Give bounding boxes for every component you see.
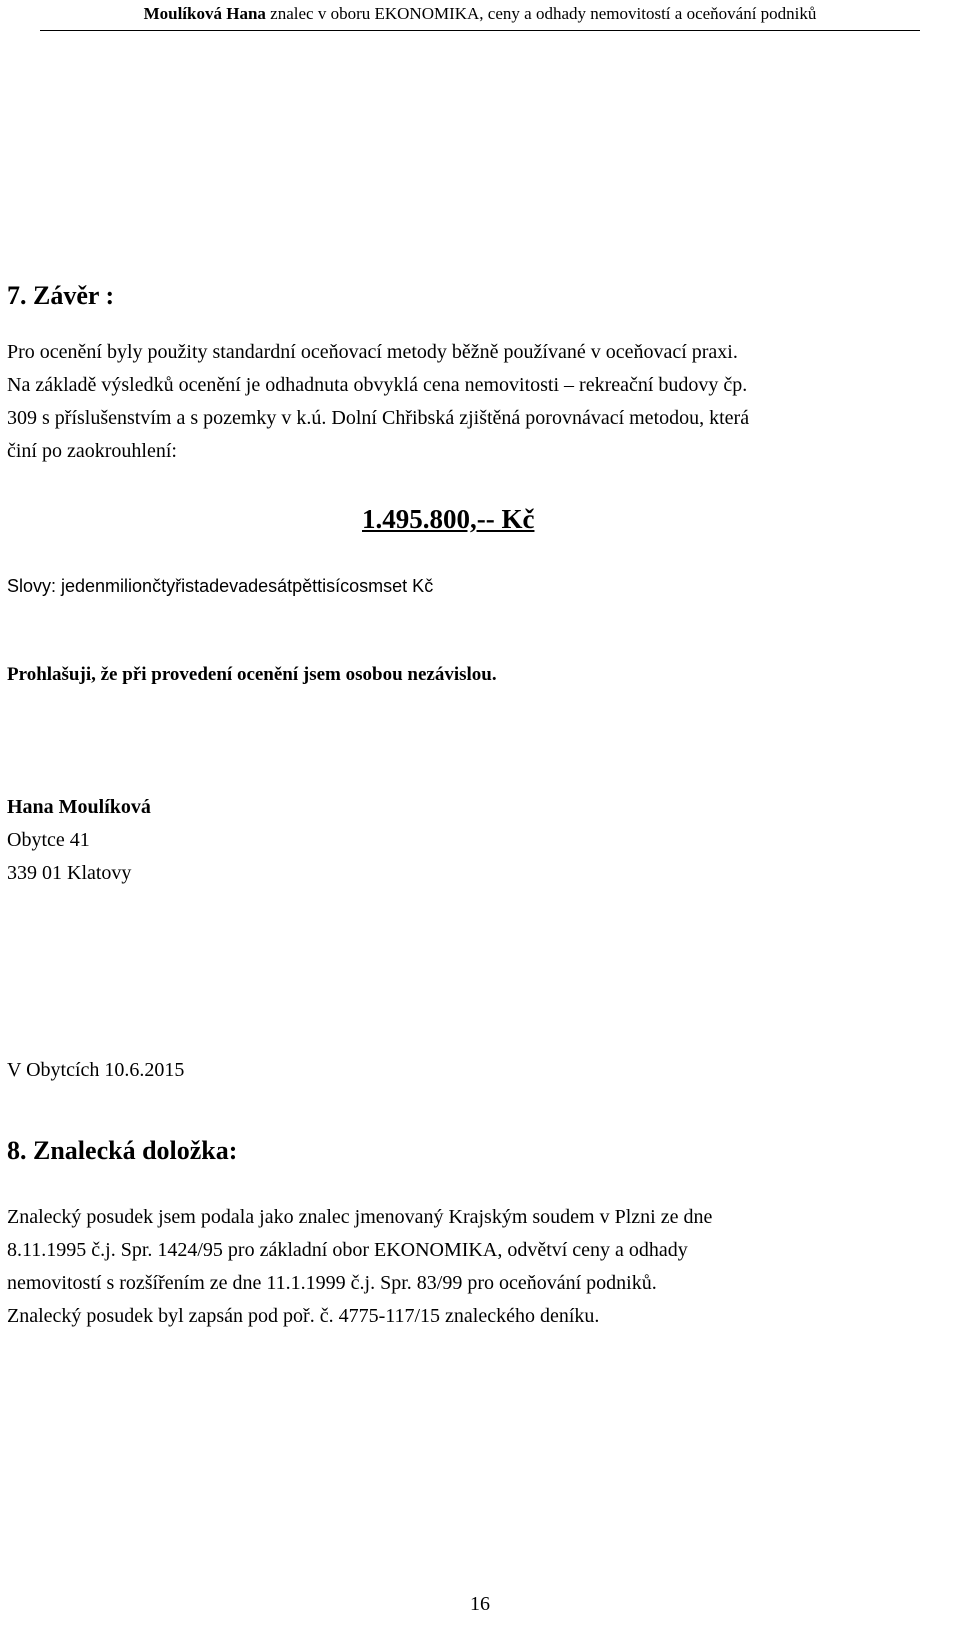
paragraph-line: Znalecký posudek byl zapsán pod poř. č. 4775-117/15 znaleckého deníku. xyxy=(7,1305,600,1327)
independence-declaration: Prohlašuji, že při provedení ocenění jsem osobou nezávislou. xyxy=(7,664,497,685)
signatory-city: 339 01 Klatovy xyxy=(7,862,132,884)
header-rule xyxy=(40,30,920,31)
paragraph-line: Znalecký posudek jsem podala jako znalec jmenovaný Krajským soudem v Plzni ze dne xyxy=(7,1206,713,1228)
section-7-paragraph xyxy=(7,336,749,468)
section-8-title: 8. Znalecká doložka: xyxy=(7,1136,238,1165)
paragraph-line: Na základě výsledků ocenění je odhadnuta obvyklá cena nemovitosti – rekreační budovy čp. xyxy=(7,374,748,396)
header-description: znalec v oboru EKONOMIKA, ceny a odhady nemovitostí a oceňování podniků xyxy=(265,4,817,23)
valuation-amount: 1.495.800,-- Kč xyxy=(362,504,535,534)
section-8-paragraph xyxy=(7,1201,712,1333)
amount-in-words: Slovy: jedenmiliončtyřistadevadesátpěttisícosmset Kč xyxy=(7,576,434,596)
place-and-date: V Obytcích 10.6.2015 xyxy=(7,1059,185,1081)
paragraph-line: činí po zaokrouhlení: xyxy=(7,440,177,462)
paragraph-line: 8.11.1995 č.j. Spr. 1424/95 pro základní obor EKONOMIKA, odvětví ceny a odhady xyxy=(7,1239,688,1261)
page-number: 16 xyxy=(470,1593,490,1615)
signatory-street: Obytce 41 xyxy=(7,829,90,851)
section-7-title: 7. Závěr : xyxy=(7,281,115,310)
page-header xyxy=(0,4,960,24)
paragraph-line: nemovitostí s rozšířením ze dne 11.1.1999 č.j. Spr. 83/99 pro oceňování podniků. xyxy=(7,1272,657,1294)
paragraph-line: 309 s příslušenstvím a s pozemky v k.ú. Dolní Chřibská zjištěná porovnávací metodou, která xyxy=(7,407,750,429)
signatory-name: Hana Moulíková xyxy=(7,796,151,818)
paragraph-line: Pro ocenění byly použity standardní oceňovací metody běžně používané v oceňovací praxi. xyxy=(7,341,738,363)
header-name: Moulíková Hana xyxy=(143,4,266,23)
signature-block xyxy=(7,791,151,890)
